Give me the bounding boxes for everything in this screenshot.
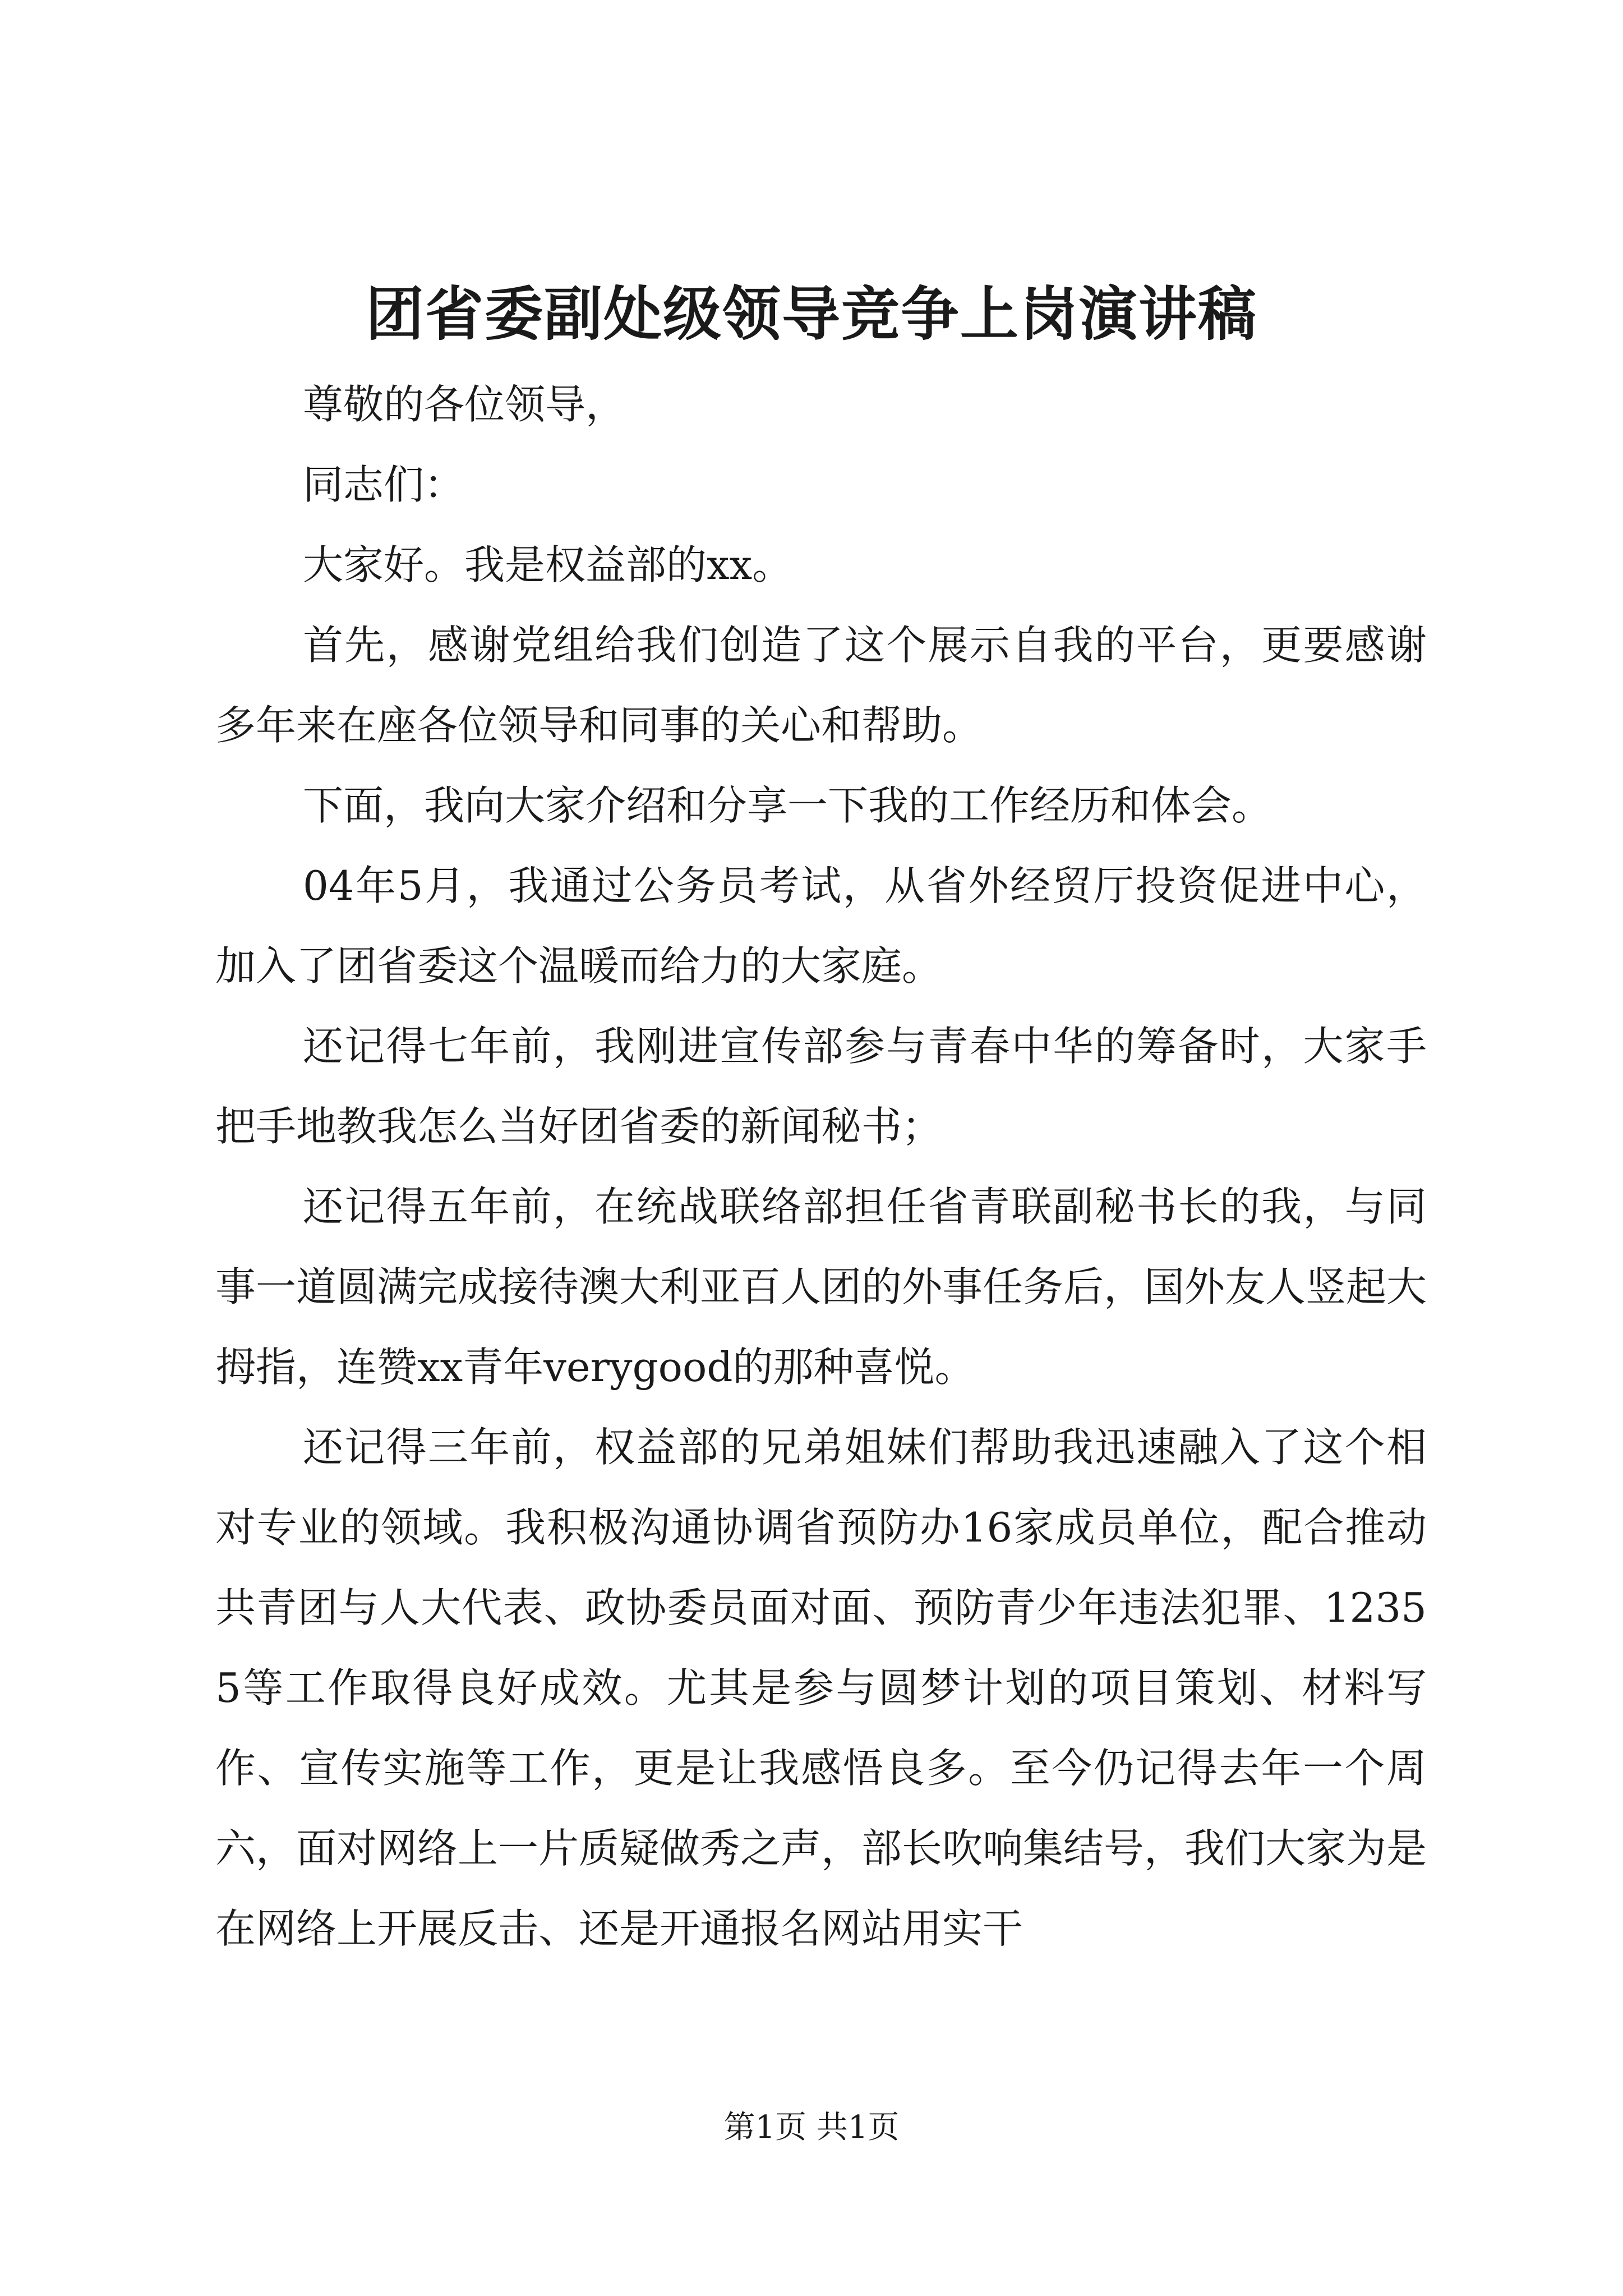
paragraph-greeting: 大家好。我是权益部的xx。 (303, 541, 793, 588)
paragraph-seven-years: 还记得七年前，我刚进宣传部参与青春中华的筹备时，大家手把手地教我怎么当好团省委的新闻秘书； (215, 1023, 1427, 1150)
paragraph-thanks: 首先，感谢党组给我们创造了这个展示自我的平台，更要感谢多年来在座各位领导和同事的关心和帮助。 (215, 622, 1427, 749)
document-title: 团省委副处级领导竞争上岗演讲稿 (365, 279, 1257, 348)
paragraph-intro: 下面，我向大家介绍和分享一下我的工作经历和体会。 (303, 782, 1272, 829)
paragraph-joining: 04年5月，我通过公务员考试，从省外经贸厅投资促进中心，加入了团省委这个温暖而给力的大家庭。 (215, 862, 1427, 990)
paragraph-five-years: 还记得五年前，在统战联络部担任省青联副秘书长的我，与同事一道圆满完成接待澳大利亚百人团的外事任务后，国外友人竖起大拇指，连赞xx青年verygood的那种喜悦。 (215, 1183, 1427, 1391)
paragraph-salutation: 尊敬的各位领导， (303, 381, 626, 428)
document-body (215, 365, 1427, 1969)
paragraph-comrades: 同志们： (303, 461, 465, 508)
paragraph-three-years: 还记得三年前，权益部的兄弟姐妹们帮助我迅速融入了这个相对专业的领域。我积极沟通协调省预防办16家成员单位，配合推动共青团与人大代表、政协委员面对面、预防青少年违法犯罪、12355等工作取得良好成效。尤其是参与圆梦计划的项目策划、材料写作、宣传实施等工作，更是让我感悟良多。至今仍记得去年一个周六，面对网络上一片质疑做秀之声，部长吹响集结号，我们大家为是在网络上开展反击、还是开通报名网站用实干 (215, 1424, 1427, 1952)
page-footer: 第1页 共1页 (723, 2109, 900, 2146)
